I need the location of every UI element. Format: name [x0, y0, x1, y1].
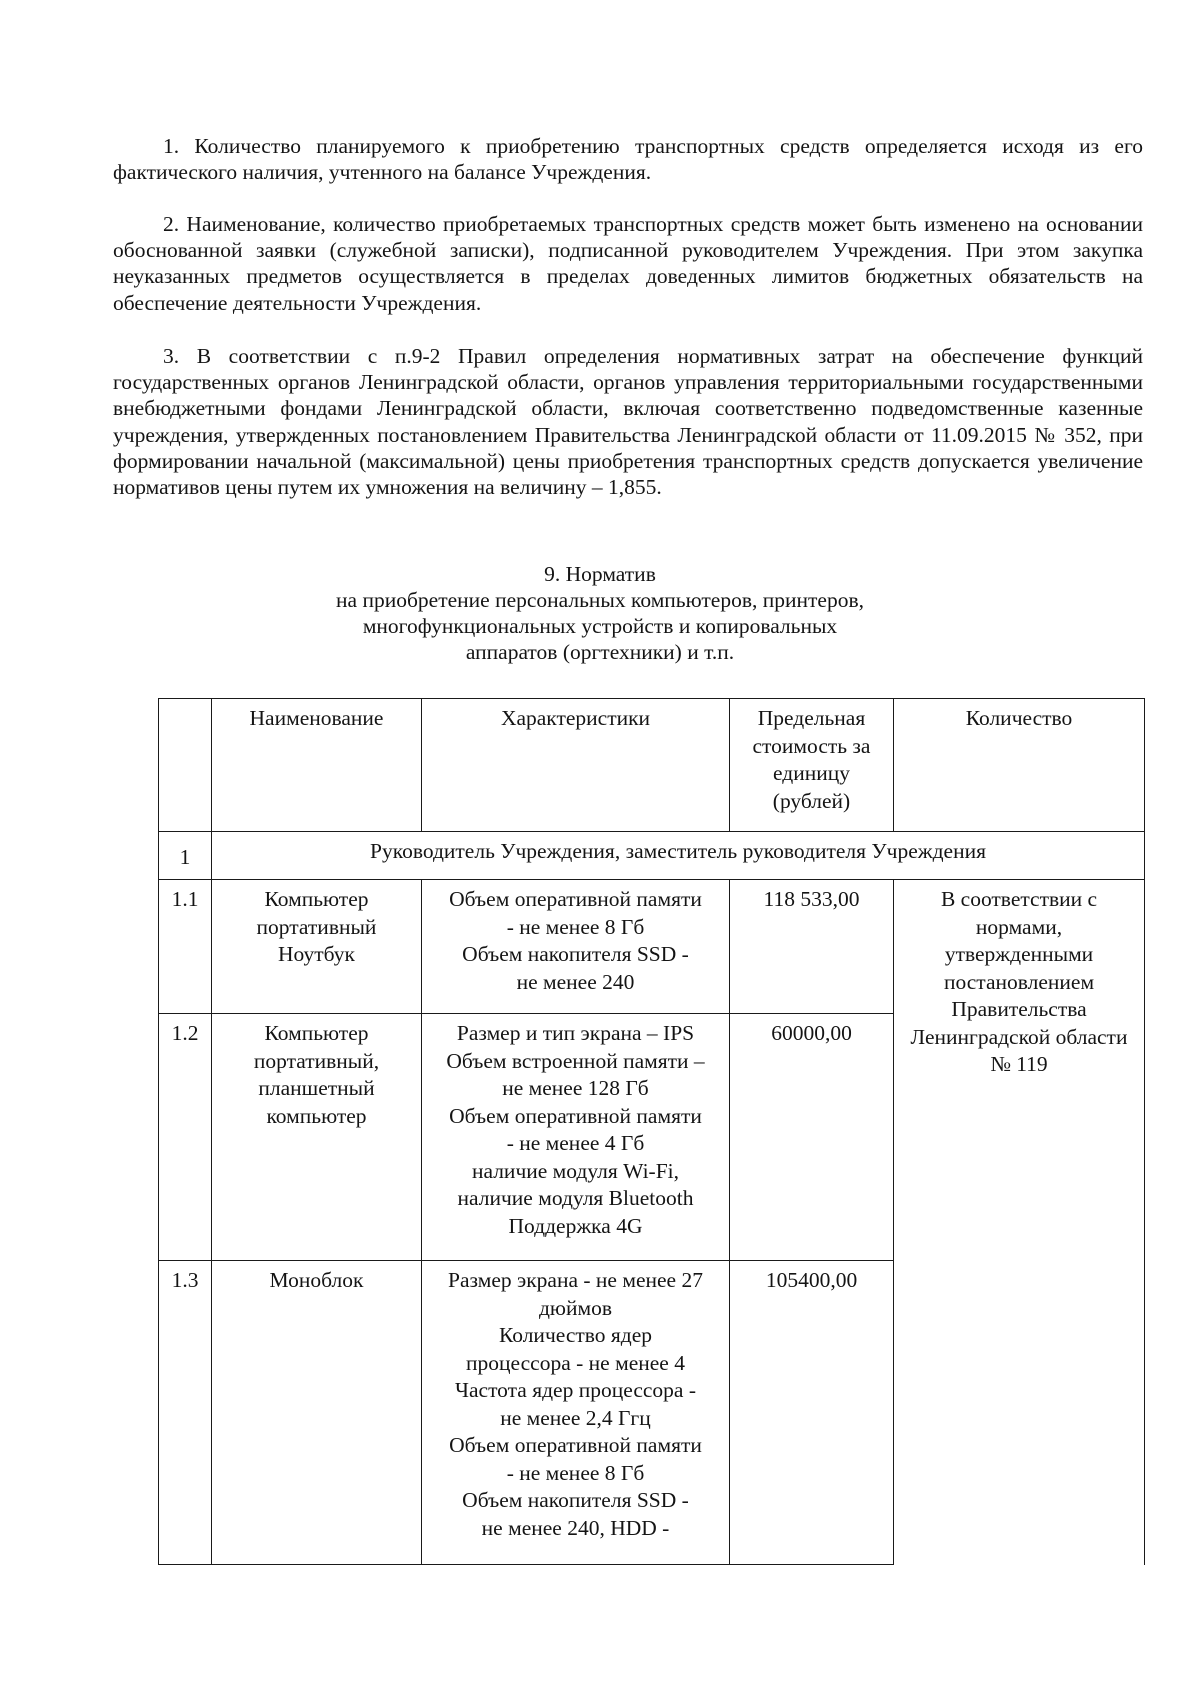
norm-table: [158, 698, 1145, 1565]
table-header-row: [159, 699, 1145, 832]
row-number: 1.2: [159, 1014, 212, 1261]
quantity-note: В соответствии с нормами, утвержденными постановлением Правительства Ленинградской области № 119: [894, 880, 1145, 1565]
section-number: 1: [159, 832, 212, 880]
section-label: Руководитель Учреждения, заместитель руководителя Учреждения: [212, 832, 1145, 880]
row-name: Компьютер портативный Ноутбук: [212, 880, 422, 1014]
section-title-line: на приобретение персональных компьютеров, принтеров,: [336, 588, 864, 612]
row-specs: Размер экрана - не менее 27 дюймов Количество ядер процессора - не менее 4 Частота ядер процессора - не менее 2,4 Ггц Объем оперативной памяти - не менее 8 Гб Объем накопителя SSD - не менее 240, HDD -: [422, 1261, 730, 1565]
row-price: 118 533,00: [730, 880, 894, 1014]
section-title: [300, 561, 900, 665]
table-section-row: [159, 832, 1145, 880]
paragraph-3: 3. В соответствии с п.9-2 Правил определения нормативных затрат на обеспечение функций государственных органов Ленинградской области, органов управления территориальными государственными внебюджетными фондами Ленинградской области, включая соответственно подведомственные казенные учреждения, утвержденных постановлением Правительства Ленинградской области от 11.09.2015 № 352, при формировании начальной (максимальной) цены приобретения транспортных средств допускается увеличение нормативов цены путем их умножения на величину – 1,855.: [113, 344, 1143, 500]
row-price: 60000,00: [730, 1014, 894, 1261]
header-price: Предельная стоимость за единицу (рублей): [730, 699, 894, 832]
paragraph-1: 1. Количество планируемого к приобретению транспортных средств определяется исходя из его фактического наличия, учтенного на балансе Учреждения.: [113, 134, 1143, 185]
row-specs: Размер и тип экрана – IPS Объем встроенной памяти – не менее 128 Гб Объем оперативной памяти - не менее 4 Гб наличие модуля Wi-Fi, наличие модуля Bluetooth Поддержка 4G: [422, 1014, 730, 1261]
row-name: Моноблок: [212, 1261, 422, 1565]
row-number: 1.3: [159, 1261, 212, 1565]
header-name: Наименование: [212, 699, 422, 832]
row-number: 1.1: [159, 880, 212, 1014]
row-specs: Объем оперативной памяти - не менее 8 Гб Объем накопителя SSD - не менее 240: [422, 880, 730, 1014]
section-title-line: многофункциональных устройств и копировальных: [362, 614, 838, 638]
row-price: 105400,00: [730, 1261, 894, 1565]
section-title-line: аппаратов (оргтехники) и т.п.: [465, 640, 735, 664]
row-name: Компьютер портативный, планшетный компьютер: [212, 1014, 422, 1261]
paragraph-2: 2. Наименование, количество приобретаемых транспортных средств может быть изменено на основании обоснованной заявки (служебной записки), подписанной руководителем Учреждения. При этом закупка неуказанных предметов осуществляется в пределах доведенных лимитов бюджетных обязательств на обеспечение деятельности Учреждения.: [113, 212, 1143, 315]
header-number: [159, 699, 212, 832]
header-characteristics: Характеристики: [422, 699, 730, 832]
section-title-line: 9. Норматив: [544, 562, 656, 586]
header-quantity: Количество: [894, 699, 1145, 832]
table-row: [159, 880, 1145, 1014]
